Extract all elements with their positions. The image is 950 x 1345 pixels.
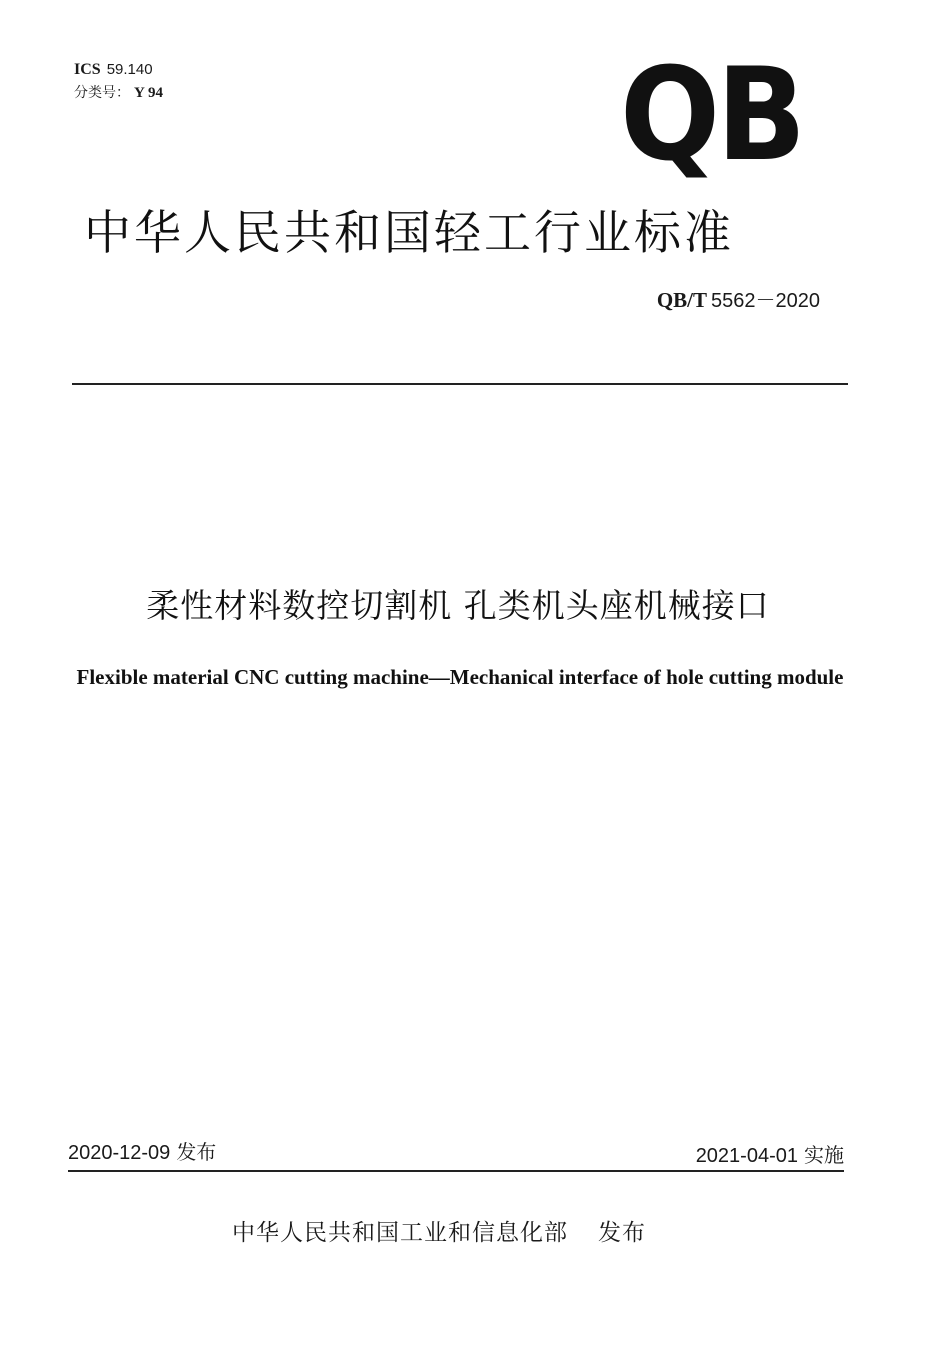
implement-label: 实施 <box>804 1143 844 1167</box>
qb-logo: QB <box>620 41 803 190</box>
title-chinese: 柔性材料数控切割机 孔类机头座机械接口 <box>146 586 770 625</box>
publisher-name: 中华人民共和国工业和信息化部 <box>232 1220 568 1246</box>
implement-date-block <box>696 1139 844 1168</box>
issue-date-block <box>68 1136 216 1165</box>
ics-label: ICS <box>74 61 101 78</box>
bottom-divider <box>68 1170 844 1172</box>
implement-date: 2021-04-01 <box>695 1145 798 1167</box>
org-title: 中华人民共和国轻工行业标准 <box>84 206 734 261</box>
publisher-action: 发布 <box>598 1220 646 1246</box>
category-label: 分类号： <box>74 85 130 101</box>
ics-value: 59.140 <box>106 61 153 78</box>
category-row <box>74 81 163 104</box>
top-divider <box>72 383 848 385</box>
ics-row <box>74 58 163 81</box>
title-english: Flexible material CNC cutting machine—Mechanical interface of hole cutting module <box>76 665 844 689</box>
classification-block <box>74 58 163 104</box>
standard-code <box>657 284 820 313</box>
standard-code-number: 5562－2020 <box>711 290 820 312</box>
category-value: Y 94 <box>134 85 164 101</box>
issue-label: 发布 <box>176 1140 217 1164</box>
standard-code-prefix: QB/T <box>656 288 708 312</box>
issue-date: 2020-12-09 <box>68 1142 171 1164</box>
publisher-line <box>232 1214 646 1247</box>
